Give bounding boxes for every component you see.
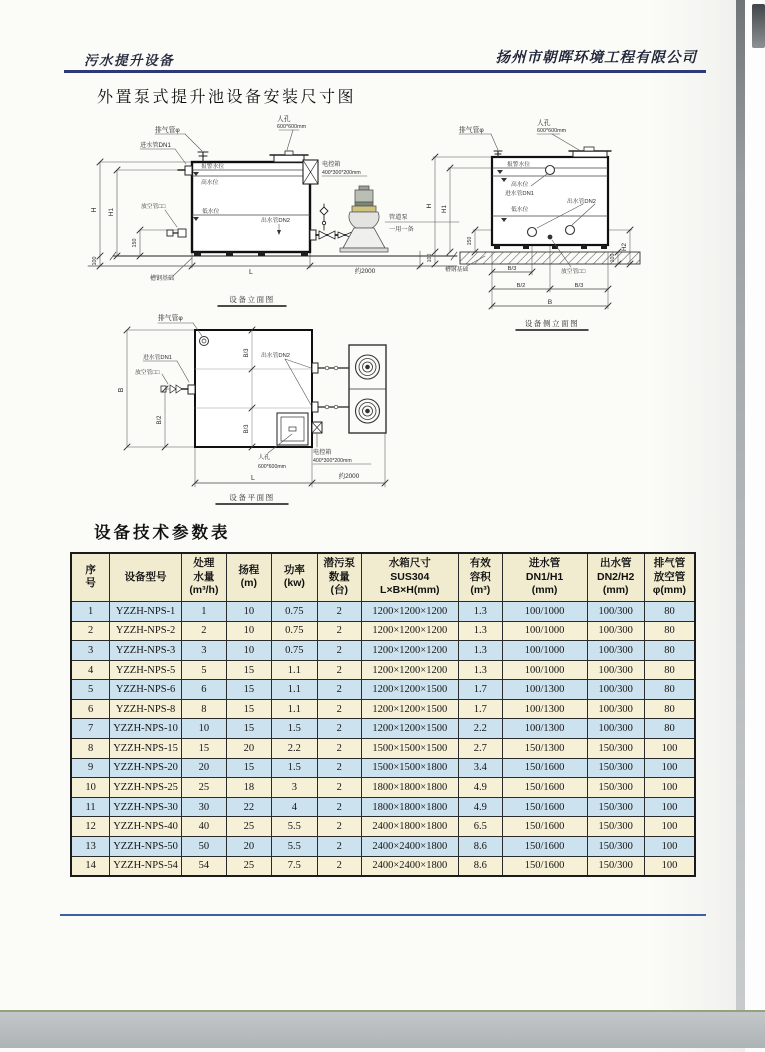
table-cell: 3: [271, 778, 317, 798]
dim-b2: B/2: [516, 283, 526, 289]
table-cell: 1.3: [458, 621, 502, 641]
table-cell: 15: [226, 680, 271, 700]
outlet-opening: [528, 228, 537, 237]
table-cell: 150/1600: [502, 778, 587, 798]
column-header: 扬程 (m): [226, 553, 271, 601]
table-cell: 80: [644, 680, 695, 700]
side-view-drawing: [426, 118, 640, 330]
table-cell: 150/300: [587, 739, 644, 759]
label-high-level: 高水位: [201, 180, 219, 186]
label-foundation: 槽钢基础: [445, 267, 469, 273]
table-cell: 100/1000: [502, 601, 587, 621]
table-cell: 2: [317, 641, 361, 661]
table-cell: 100: [644, 739, 695, 759]
table-cell: 100/300: [587, 699, 644, 719]
table-cell: YZZH-NPS-10: [110, 719, 182, 739]
table-cell: 4.9: [458, 778, 502, 798]
table-cell: 5: [181, 660, 226, 680]
table-cell: 11: [71, 797, 110, 817]
table-cell: 80: [644, 641, 695, 661]
plan-view-drawing: [118, 313, 388, 504]
label-manhole: 人孔: [277, 116, 291, 123]
table-row: [71, 739, 695, 759]
manhole: [270, 151, 308, 162]
label-vent-pipe: 排气管φ: [155, 127, 180, 134]
table-cell: 1200×1200×1200: [361, 601, 458, 621]
table-cell: 22: [226, 797, 271, 817]
table-cell: 15: [226, 699, 271, 719]
table-cell: 100/1000: [502, 641, 587, 661]
table-cell: 1.1: [271, 699, 317, 719]
dim-100-left: 100: [427, 253, 433, 263]
table-cell: 1: [181, 601, 226, 621]
table-cell: 5.5: [271, 817, 317, 837]
table-cell: YZZH-NPS-30: [110, 797, 182, 817]
table-cell: 2400×2400×1800: [361, 856, 458, 876]
table-cell: 100/300: [587, 621, 644, 641]
company-name: 扬州市朝晖环境工程有限公司: [495, 50, 697, 66]
brand-text: 污水提升设备: [84, 53, 174, 68]
table-cell: 1.3: [458, 601, 502, 621]
outlet-stub: [312, 402, 318, 412]
table-cell: 2: [317, 797, 361, 817]
table-cell: 150/1600: [502, 837, 587, 857]
table-cell: 1200×1200×1200: [361, 621, 458, 641]
table-cell: 100/1000: [502, 621, 587, 641]
table-cell: 2: [317, 778, 361, 798]
label-pump: 管道泵: [389, 214, 408, 221]
table-cell: 1800×1800×1800: [361, 797, 458, 817]
table-cell: 2400×2400×1800: [361, 837, 458, 857]
column-header: 潜污泵 数量 (台): [317, 553, 361, 601]
table-row: [71, 601, 695, 621]
column-header: 设备型号: [110, 553, 182, 601]
params-table-head-row: [71, 553, 695, 601]
inlet-stub: [178, 166, 192, 175]
table-cell: 4.9: [458, 797, 502, 817]
table-row: [71, 719, 695, 739]
table-cell: 1800×1800×1800: [361, 778, 458, 798]
dim-b3a: B/3: [507, 266, 517, 272]
table-cell: 1.5: [271, 758, 317, 778]
table-cell: 2: [317, 758, 361, 778]
table-cell: 15: [226, 719, 271, 739]
table-cell: 20: [181, 758, 226, 778]
dim-100: 100: [92, 256, 98, 266]
table-cell: 1200×1200×1200: [361, 660, 458, 680]
outlet-opening: [566, 226, 575, 235]
table-cell: YZZH-NPS-54: [110, 856, 182, 876]
table-cell: 1200×1200×1500: [361, 719, 458, 739]
table-cell: 1.1: [271, 680, 317, 700]
column-header: 排气管 放空管 φ(mm): [644, 553, 695, 601]
table-cell: 2: [317, 817, 361, 837]
table-cell: 10: [181, 719, 226, 739]
table-cell: 10: [226, 641, 271, 661]
table-cell: 2.2: [458, 719, 502, 739]
label-vent-pipe: 排气管φ: [459, 127, 484, 134]
table-cell: YZZH-NPS-25: [110, 778, 182, 798]
table-cell: 150/1300: [502, 739, 587, 759]
table-cell: 1: [71, 601, 110, 621]
table-cell: 2: [317, 719, 361, 739]
table-cell: 2: [317, 837, 361, 857]
table-cell: 4: [71, 660, 110, 680]
table-cell: 1.3: [458, 660, 502, 680]
pump-pair: [349, 345, 386, 433]
table-title: 设备技术参数表: [94, 524, 231, 542]
label-manhole-size: 600*600mm: [277, 124, 307, 130]
table-cell: 80: [644, 719, 695, 739]
dim-h: H: [91, 207, 98, 213]
header-divider: [64, 70, 706, 73]
valve-icon: [319, 231, 335, 239]
dim-2000: 约2000: [354, 268, 376, 275]
control-box-plan: [312, 422, 322, 433]
table-row: [71, 641, 695, 661]
dim-150: 150: [467, 236, 473, 246]
table-row: [71, 621, 695, 641]
label-manhole: 人孔: [258, 454, 271, 461]
table-cell: 1200×1200×1200: [361, 641, 458, 661]
table-cell: 100/300: [587, 641, 644, 661]
table-cell: YZZH-NPS-1: [110, 601, 182, 621]
dim-b: B: [118, 387, 125, 393]
table-cell: 150/300: [587, 778, 644, 798]
outlet-stub: [312, 363, 318, 373]
label-inlet: 进水管DN1: [143, 355, 172, 361]
table-cell: 80: [644, 601, 695, 621]
table-cell: 15: [181, 739, 226, 759]
manhole-plan: [277, 413, 308, 445]
installation-diagrams: [55, 106, 720, 511]
standby-riser: [320, 204, 328, 230]
table-cell: 2: [181, 621, 226, 641]
tank-elevation: [192, 162, 310, 252]
label-low-level: 低水位: [202, 209, 220, 215]
table-cell: 2400×1800×1800: [361, 817, 458, 837]
label-manhole: 人孔: [537, 120, 551, 127]
table-cell: 150/300: [587, 837, 644, 857]
label-inlet: 进水管DN1: [140, 142, 171, 149]
table-cell: 20: [226, 837, 271, 857]
table-cell: 2: [317, 699, 361, 719]
elevation-caption: 设备立面图: [229, 295, 275, 304]
dim-2000: 约2000: [338, 473, 360, 480]
table-cell: 25: [226, 817, 271, 837]
column-header: 处理 水量 (m³/h): [181, 553, 226, 601]
table-cell: 100/1300: [502, 719, 587, 739]
table-cell: YZZH-NPS-3: [110, 641, 182, 661]
table-cell: 3: [181, 641, 226, 661]
vent-pipe: [198, 152, 208, 162]
label-outlet: 出水管DN2: [261, 218, 290, 224]
table-cell: 2: [317, 680, 361, 700]
table-cell: 150/300: [587, 797, 644, 817]
elevation-view-drawing: [88, 114, 459, 306]
table-row: [71, 758, 695, 778]
table-cell: 100/1300: [502, 680, 587, 700]
dim-b3b: B/3: [574, 283, 584, 289]
table-cell: YZZH-NPS-20: [110, 758, 182, 778]
table-cell: 1500×1500×1800: [361, 758, 458, 778]
table-row: [71, 778, 695, 798]
label-high-level: 高水位: [511, 182, 529, 188]
table-cell: 54: [181, 856, 226, 876]
table-row: [71, 699, 695, 719]
table-cell: 100/300: [587, 719, 644, 739]
table-cell: 10: [226, 621, 271, 641]
label-manhole-size: 600*600mm: [258, 464, 286, 470]
table-cell: 2: [71, 621, 110, 641]
table-row: [71, 817, 695, 837]
pipeline-pump: [340, 186, 388, 252]
table-cell: 10: [71, 778, 110, 798]
table-cell: 0.75: [271, 641, 317, 661]
table-cell: 7: [71, 719, 110, 739]
scan-background: [745, 0, 765, 1052]
table-cell: 3: [71, 641, 110, 661]
table-cell: 2: [317, 739, 361, 759]
label-drain: 放空管□□: [561, 269, 586, 275]
table-cell: 12: [71, 817, 110, 837]
dim-h1: H1: [108, 207, 115, 217]
table-cell: 9: [71, 758, 110, 778]
dim-h1: H1: [441, 205, 448, 213]
footer-divider: [60, 914, 706, 916]
table-cell: 150/1600: [502, 758, 587, 778]
scan-bottom-edge: [0, 1010, 765, 1048]
table-row: [71, 856, 695, 876]
table-row: [71, 837, 695, 857]
table-cell: 80: [644, 699, 695, 719]
table-cell: YZZH-NPS-50: [110, 837, 182, 857]
label-control-box: 电控箱: [322, 161, 341, 168]
table-cell: YZZH-NPS-15: [110, 739, 182, 759]
table-cell: 100: [644, 797, 695, 817]
table-cell: 5.5: [271, 837, 317, 857]
table-cell: 6: [71, 699, 110, 719]
plan-caption: 设备平面图: [229, 493, 275, 502]
table-cell: 150/1600: [502, 817, 587, 837]
table-cell: 15: [226, 660, 271, 680]
table-cell: 8: [181, 699, 226, 719]
dim-l: L: [251, 475, 255, 482]
table-cell: 100: [644, 817, 695, 837]
label-control-box-size: 400*300*200mm: [322, 170, 361, 176]
label-low-level: 低水位: [511, 207, 529, 213]
dim-b2: B/2: [157, 415, 163, 425]
inlet-fittings: [161, 385, 195, 394]
table-cell: 20: [226, 739, 271, 759]
inlet-opening: [546, 166, 555, 175]
table-cell: 1.5: [271, 719, 317, 739]
table-row: [71, 680, 695, 700]
label-foundation: 槽钢基础: [150, 276, 175, 282]
table-cell: 10: [226, 601, 271, 621]
manhole-side: [569, 147, 611, 157]
column-header: 有效 容积 (m³): [458, 553, 502, 601]
dim-h2: H2: [621, 243, 628, 251]
table-cell: 80: [644, 660, 695, 680]
control-box: [303, 160, 318, 184]
table-cell: 3.4: [458, 758, 502, 778]
table-cell: 2: [317, 856, 361, 876]
side-caption: 设备侧立面图: [524, 319, 580, 328]
parameters-table: [70, 552, 696, 877]
table-cell: 100/300: [587, 680, 644, 700]
table-cell: 2.2: [271, 739, 317, 759]
table-cell: 4: [271, 797, 317, 817]
label-vent-pipe: 排气管φ: [158, 315, 183, 322]
table-cell: 1200×1200×1500: [361, 680, 458, 700]
table-cell: 13: [71, 837, 110, 857]
table-cell: 5: [71, 680, 110, 700]
table-cell: 2.7: [458, 739, 502, 759]
table-cell: 100: [644, 837, 695, 857]
table-cell: 6.5: [458, 817, 502, 837]
table-cell: 150/300: [587, 817, 644, 837]
label-drain: 放空管□□: [141, 204, 166, 210]
table-cell: 150/300: [587, 856, 644, 876]
table-cell: 150/1600: [502, 797, 587, 817]
scan-page-edge: [736, 0, 745, 1012]
label-inlet: 进水管DN1: [505, 191, 534, 197]
table-cell: 18: [226, 778, 271, 798]
table-cell: 100: [644, 856, 695, 876]
table-cell: 14: [71, 856, 110, 876]
label-drain: 放空管□□: [135, 370, 160, 376]
table-cell: 6: [181, 680, 226, 700]
page-title: 外置泵式提升池设备安装尺寸图: [97, 89, 357, 106]
table-cell: 100/300: [587, 601, 644, 621]
table-cell: 1500×1500×1500: [361, 739, 458, 759]
label-pump-note: 一用一备: [389, 226, 414, 233]
label-outlet: 出水管DN2: [567, 199, 596, 205]
dim-h: H: [426, 203, 433, 209]
table-cell: 150/1600: [502, 856, 587, 876]
table-cell: 8: [71, 739, 110, 759]
table-cell: 1200×1200×1500: [361, 699, 458, 719]
dim-b3-bottom: B/3: [244, 424, 250, 434]
label-control-box-size: 400*300*200mm: [313, 458, 352, 464]
table-cell: 150/300: [587, 758, 644, 778]
table-cell: 0.75: [271, 621, 317, 641]
table-cell: 30: [181, 797, 226, 817]
vent-opening: [200, 337, 209, 346]
table-cell: 1.7: [458, 699, 502, 719]
table-cell: 15: [226, 758, 271, 778]
scan-corner-shadow: [752, 4, 765, 48]
table-cell: 8.6: [458, 856, 502, 876]
table-cell: 2: [317, 621, 361, 641]
table-row: [71, 797, 695, 817]
drain-opening: [548, 235, 553, 240]
table-cell: 100/300: [587, 660, 644, 680]
table-cell: 0.75: [271, 601, 317, 621]
column-header: 序 号: [71, 553, 110, 601]
dim-b: B: [547, 299, 553, 306]
table-cell: 1.7: [458, 680, 502, 700]
column-header: 功率 (kw): [271, 553, 317, 601]
label-alarm-level: 报警水位: [507, 162, 531, 168]
label-outlet: 出水管DN2: [261, 353, 290, 359]
dim-100-right: 100: [610, 253, 616, 263]
table-cell: 25: [181, 778, 226, 798]
table-cell: 1.3: [458, 641, 502, 661]
label-alarm-level: 报警水位: [201, 164, 225, 170]
table-cell: 40: [181, 817, 226, 837]
params-table-body: [71, 601, 695, 876]
table-cell: 100: [644, 758, 695, 778]
column-header: 水箱尺寸 SUS304 L×B×H(mm): [361, 553, 458, 601]
column-header: 出水管 DN2/H2 (mm): [587, 553, 644, 601]
table-cell: 7.5: [271, 856, 317, 876]
table-cell: 80: [644, 621, 695, 641]
table-cell: 25: [226, 856, 271, 876]
table-cell: 2: [317, 660, 361, 680]
table-cell: 100: [644, 778, 695, 798]
table-cell: YZZH-NPS-40: [110, 817, 182, 837]
label-control-box: 电控箱: [313, 449, 332, 456]
table-cell: YZZH-NPS-6: [110, 680, 182, 700]
table-cell: 50: [181, 837, 226, 857]
table-cell: 100/1000: [502, 660, 587, 680]
dim-b3-top: B/3: [244, 348, 250, 358]
label-manhole-size: 600*600mm: [537, 128, 567, 134]
table-cell: 1.1: [271, 660, 317, 680]
table-cell: 2: [317, 601, 361, 621]
dim-150: 150: [132, 238, 138, 248]
column-header: 进水管 DN1/H1 (mm): [502, 553, 587, 601]
dim-l: L: [249, 269, 253, 276]
table-row: [71, 660, 695, 680]
table-cell: YZZH-NPS-2: [110, 621, 182, 641]
table-cell: YZZH-NPS-8: [110, 699, 182, 719]
table-cell: YZZH-NPS-5: [110, 660, 182, 680]
table-cell: 100/1300: [502, 699, 587, 719]
table-cell: 8.6: [458, 837, 502, 857]
